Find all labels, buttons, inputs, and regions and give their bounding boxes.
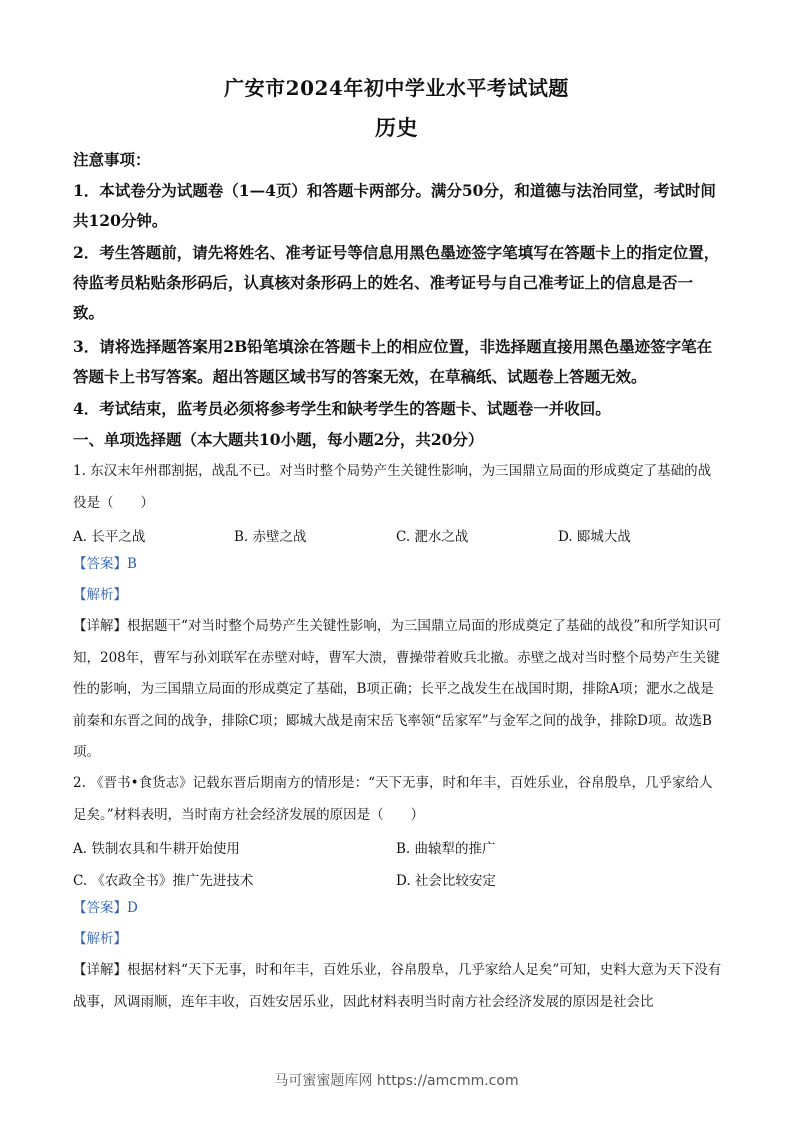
- answer-tag: 【答案】B: [73, 556, 137, 572]
- question-stem: 2. 《晋书•食货志》记载东晋后期南方的情形是：“天下无事，时和年丰，百姓乐业，谷帛殷阜，几乎家给人足矣。”材料表明，当时南方社会经济发展的原因是（ ）: [73, 775, 713, 823]
- question-stem: 1. 东汉末年州郡割据，战乱不已。对当时整个局势产生关键性影响，为三国鼎立局面的形成奠定了基础的战役是（ ）: [73, 463, 712, 511]
- subject-title: 历史: [375, 115, 418, 140]
- notice-item: 3．请将选择题答案用2B铅笔填涂在答题卡上的相应位置，非选择题直接用黑色墨迹签字笔在答题卡上书写答案。超出答题区域书写的答案无效，在草稿纸、试题卷上答题无效。: [73, 337, 713, 386]
- exam-title: 广安市2024年初中学业水平考试试题: [224, 76, 569, 100]
- notice-heading: 注意事项：: [73, 150, 151, 169]
- notice-item: 4．考试结束，监考员必须将参考学生和缺考学生的答题卡、试题卷一并收回。: [73, 399, 611, 418]
- answer-line: [73, 549, 723, 581]
- option-d: D. 社会比较安定: [396, 873, 496, 889]
- option-c: C. 《农政全书》推广先进技术: [73, 873, 254, 889]
- option-b: B. 赤壁之战: [234, 529, 307, 545]
- answer-tag: 【答案】D: [73, 900, 138, 916]
- analysis-tag: 【解析】: [73, 931, 127, 947]
- analysis-tag: 【解析】: [73, 587, 127, 603]
- option-d: D. 郾城大战: [558, 529, 631, 545]
- notice-item: 1．本试卷分为试题卷（1—4页）和答题卡两部分。满分50分，和道德与法治同堂，考试时间共120分钟。: [73, 181, 716, 230]
- detail-text: 【详解】根据材料“天下无事，时和年丰，百姓乐业，谷帛殷阜，几乎家给人足矣”可知，史料大意为天下没有战事，风调雨顺，连年丰收，百姓安居乐业，因此材料表明当时南方社会经济发展的原因是社会比: [73, 962, 722, 1010]
- answer-line: [73, 893, 723, 925]
- option-c: C. 淝水之战: [396, 529, 469, 545]
- option-b: B. 曲辕犁的推广: [396, 841, 496, 857]
- notice-item: 2．考生答题前，请先将姓名、准考证号等信息用黑色墨迹签字笔填写在答题卡上的指定位置，待监考员粘贴条形码后，认真核对条形码上的姓名、准考证号与自己准考证上的信息是否一致。: [73, 243, 720, 322]
- section-heading: 一、单项选择题（本大题共10小题，每小题2分，共20分）: [73, 430, 484, 449]
- detail-text: 【详解】根据题干“对当时整个局势产生关键性影响，为三国鼎立局面的形成奠定了基础的战役”和所学知识可知，208年，曹军与孙刘联军在赤壁对峙，曹军大溃，曹操带着败兵北撤。赤壁之战对当时整个局势产生关键性的影响，为三国鼎立局面的形成奠定了基础，B项正确；长平之战发生在战国时期，排除A项；淝水之战是前秦和东晋之间的战争，排除C项；郾城大战是南宋岳飞率领“岳家军”与金军之间的战争，排除D项。故选B项。: [73, 618, 722, 760]
- footer-watermark: 马可蜜蜜题库网 https://amcmm.com: [274, 1073, 519, 1089]
- option-a: A. 长平之战: [73, 529, 146, 545]
- option-a: A. 铁制农具和牛耕开始使用: [73, 841, 240, 857]
